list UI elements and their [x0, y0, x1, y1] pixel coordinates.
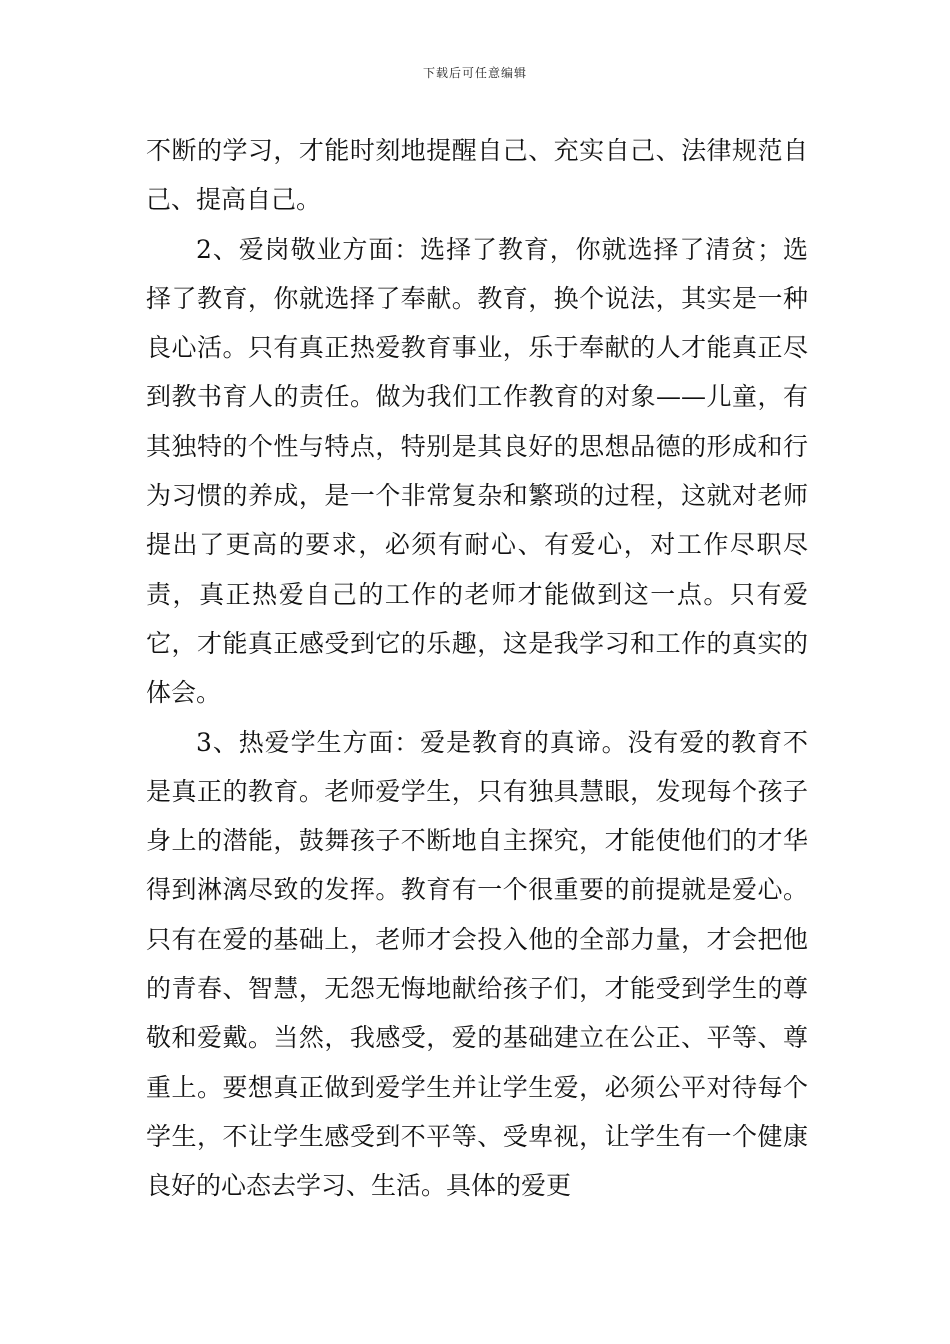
paragraph-continuation: 不断的学习，才能时刻地提醒自己、充实自己、法律规范自己、提高自己。	[146, 136, 808, 215]
paragraph-dedication: 2、爱岗敬业方面：选择了教育，你就选择了清贫；选择了教育，你就选择了奉献。教育，换个说法，其实是一种良心活。只有真正热爱教育事业，乐于奉献的人才能真正尽到教书育人的责任。做为我们工作教育的对象——儿童，有其独特的个性与特点，特别是其良好的思想品德的形成和行为习惯的养成，是一个非常复杂和繁琐的过程，这就对老师提出了更高的要求，必须有耐心、有爱心，对工作尽职尽责，真正热爱自己的工作的老师才能做到这一点。只有爱它，才能真正感受到它的乐趣，这是我学习和工作的真实的体会。	[146, 234, 808, 708]
page-header: 下载后可任意编辑	[422, 66, 527, 80]
paragraph-love-students: 3、热爱学生方面：爱是教育的真谛。没有爱的教育不是真正的教育。老师爱学生，只有独具慧眼，发现每个孩子身上的潜能，鼓舞孩子不断地自主探究，才能使他们的才华得到淋漓尽致的发挥。教育有一个很重要的前提就是爱心。只有在爱的基础上，老师才会投入他的全部力量，才会把他的青春、智慧，无怨无悔地献给孩子们，才能受到学生的尊敬和爱戴。当然，我感受，爱的基础建立在公正、平等、尊重上。要想真正做到爱学生并让学生爱，必须公平对待每个学生，不让学生感受到不平等、受卑视，让学生有一个健康良好的心态去学习、生活。具体的爱更	[146, 727, 808, 1201]
document-body	[146, 126, 808, 1211]
